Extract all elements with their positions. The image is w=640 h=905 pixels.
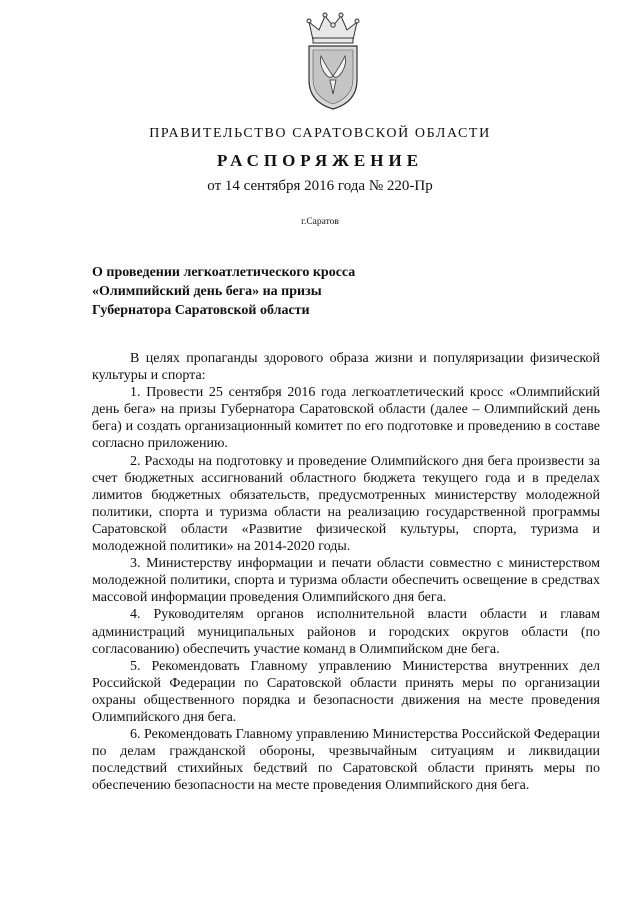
saratov-coat-of-arms-emblem [297,10,369,112]
document-type-title: РАСПОРЯЖЕНИЕ [216,151,424,170]
clause-paragraph-1: 1. Провести 25 сентября 2016 года легкоатлетический кросс «Олимпийский день бега» на призы Губернатора Саратовской области (далее – Олимпийский день бега) и создать организационный комитет по его подготовке и проведению в составе согласно приложению. [92,385,600,452]
clause-paragraph-5: 5. Рекомендовать Главному управлению Министерства внутренних дел Российской Федерации по Саратовской области принять меры по организации охраны общественного порядка и безопасности движения на месте проведения Олимпийского дня бега. [92,658,600,725]
subject-line: «Олимпийский день бега» на призы [92,284,322,299]
subject-line: Губернатора Саратовской области [92,303,310,318]
clause-paragraph-4: 4. Руководителям органов исполнительной власти области и главам администраций муниципальных районов и городских округов области (по согласованию) обеспечить участие команд в Олимпийском дне бега. [92,607,600,657]
subject-line: О проведении легкоатлетического кросса [92,265,356,280]
document-body [92,350,600,794]
issue-city: г.Саратов [301,217,339,227]
clause-paragraph-2: 2. Расходы на подготовку и проведение Олимпийского дня бега произвести за счет бюджетных ассигнований областного бюджета текущего года и в пределах лимитов бюджетных обязательств, предусмотренных министерству молодежной политики, спорта и туризма области на реализацию государственной программы Саратовской области «Развитие физической культуры, спорта, туризма и молодежной политики» на 2014-2020 годы. [92,453,600,555]
document-date-number: от 14 сентября 2016 года № 220-Пр [207,178,433,194]
preamble-paragraph: В целях пропаганды здорового образа жизни и популяризации физической культуры и спорта: [92,351,600,384]
clause-paragraph-6: 6. Рекомендовать Главному управлению Министерства Российской Федерации по делам гражданской обороны, чрезвычайным ситуациям и ликвидации последствий стихийных бедствий по Саратовской области принять меры по обеспечению безопасности на месте проведения Олимпийского дня бега. [92,727,600,794]
document-subject [92,263,422,320]
government-name: ПРАВИТЕЛЬСТВО САРАТОВСКОЙ ОБЛАСТИ [149,126,491,141]
clause-paragraph-3: 3. Министерству информации и печати области совместно с министерством молодежной политики, спорта и туризма области обеспечить освещение в средствах массовой информации проведения Олимпийского дня бега. [92,556,600,606]
